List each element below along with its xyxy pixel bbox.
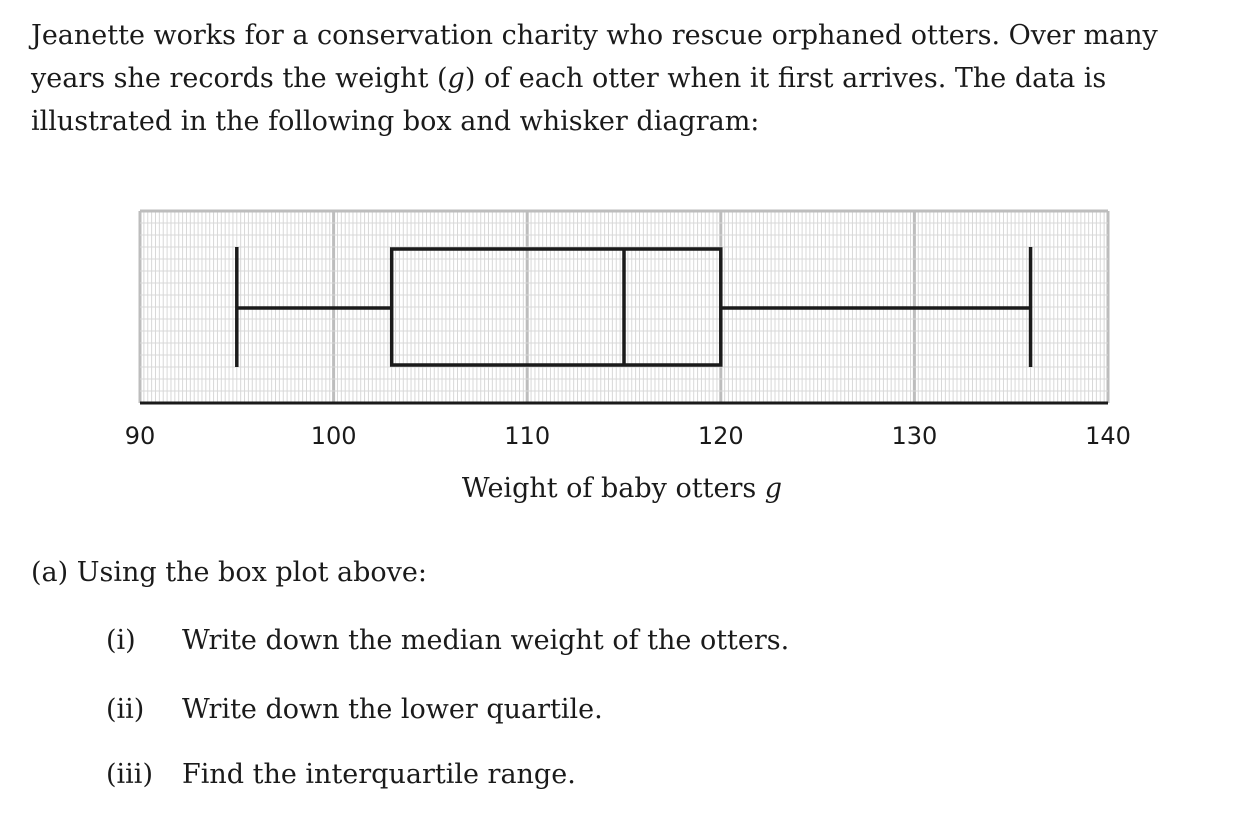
question-text: Find the interquartile range. xyxy=(182,759,576,790)
question-number: (ii) xyxy=(106,694,145,725)
x-axis-label-text: Weight of baby otters xyxy=(461,473,765,504)
question-text: Write down the lower quartile. xyxy=(182,694,603,725)
weight-variable: g xyxy=(447,63,465,94)
question-item xyxy=(106,690,603,730)
question-text: Write down the median weight of the otters. xyxy=(182,625,790,656)
question-number: (iii) xyxy=(106,759,153,790)
tick-label: 120 xyxy=(697,422,744,450)
tick-label: 110 xyxy=(504,422,551,450)
intro-text-1: Jeanette works for a conservation charity who rescue orphaned otters. Over many years she records the weight ( xyxy=(31,20,1158,94)
part-a-heading: (a) Using the box plot above: xyxy=(31,557,427,588)
x-axis-unit: g xyxy=(764,473,783,504)
tick-label: 90 xyxy=(124,422,156,450)
question-item xyxy=(106,621,789,661)
intro-text-2: ) of each otter when it first arrives. The data is illustrated in the following box and whisker diagram: xyxy=(31,63,1107,137)
question-item xyxy=(106,755,576,795)
tick-label: 130 xyxy=(891,422,938,450)
axis-labels xyxy=(125,422,1131,504)
x-axis-label xyxy=(462,473,782,504)
tick-label: 100 xyxy=(310,422,357,450)
tick-label: 140 xyxy=(1085,422,1131,450)
question-number: (i) xyxy=(106,625,136,656)
